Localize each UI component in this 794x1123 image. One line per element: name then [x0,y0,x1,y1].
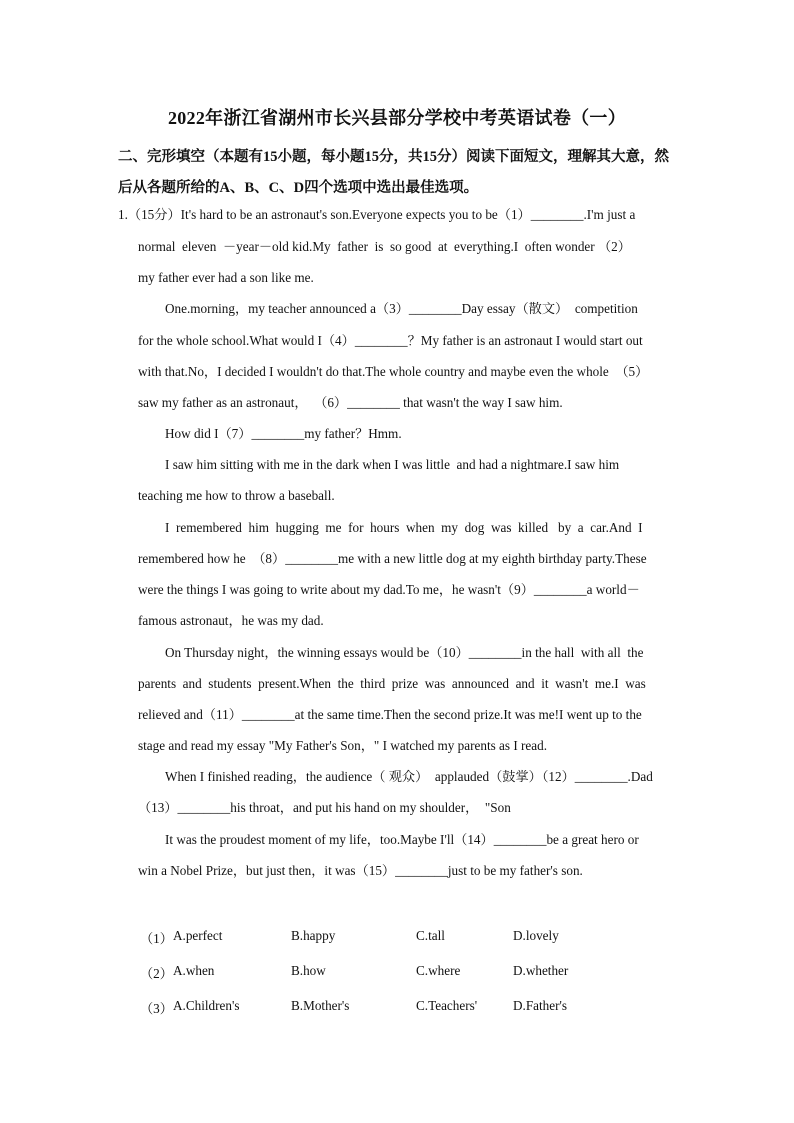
option-choice-b: B.happy [291,928,336,943]
page-title: 2022年浙江省湖州市长兴县部分学校中考英语试卷（一） [167,108,627,128]
passage-line: How did I（7）________my father？Hmm. [165,426,402,441]
option-number: （1） [140,931,173,946]
option-choice-a: A.Children's [173,998,240,1013]
passage-line: （13）________his throat，and put his hand on my shoulder， "Son [138,800,511,815]
option-choice-a: A.perfect [173,928,223,943]
passage-line: saw my father as an astronaut， （6）________ that wasn't the way I saw him. [138,395,563,410]
option-number: （3） [140,1001,173,1016]
passage-line: When I finished reading，the audience（ 观众） applauded（鼓掌）（12）________.Dad [165,769,653,784]
option-choice-c: C.tall [416,928,445,943]
passage-line: remembered how he （8）________me with a new little dog at my eighth birthday party.These [138,551,647,566]
passage-line: It was the proudest moment of my life，too.Maybe I'll（14）________be a great hero or [165,832,639,847]
section-heading: 二、完形填空（本题有15小题，每小题15分，共15分）阅读下面短文，理解其大意，然后从各题所给的A、B、C、D四个选项中选出最佳选项。 [118,149,669,196]
passage-line: normal eleven －year－old kid.My father is so good at everything.I often wonder （2） [138,239,631,254]
passage-line: win a Nobel Prize，but just then，it was（15）________just to be my father's son. [138,863,583,878]
passage-line: stage and read my essay "My Father's Son，" I watched my parents as I read. [138,738,548,753]
passage-line: with that.No，I decided I wouldn't do that.The whole country and maybe even the whole （5） [138,364,649,379]
option-choice-b: B.Mother's [291,998,350,1013]
option-choice-c: C.where [416,963,461,978]
passage-line: One.morning，my teacher announced a（3）________Day essay（散文） competition [165,301,638,316]
passage-line: famous astronaut，he was my dad. [138,613,324,628]
passage-line: 1.（15分）It's hard to be an astronaut's son.Everyone expects you to be（1）________.I'm just a [118,207,636,222]
option-choice-d: D.lovely [513,928,559,943]
option-choice-d: D.whether [513,963,569,978]
passage-line: for the whole school.What would I（4）________？My father is an astronaut I would start out [138,333,643,348]
passage-line: relieved and（11）________at the same time.Then the second prize.It was me!I went up to the [138,707,642,722]
passage-line: parents and students present.When the third prize was announced and it wasn't me.I was [138,676,646,691]
passage-line: I saw him sitting with me in the dark when I was little and had a nightmare.I saw him [165,457,620,472]
option-choice-c: C.Teachers' [416,998,478,1013]
passage-line: On Thursday night，the winning essays would be（10）________in the hall with all the [165,645,644,660]
passage-line: I remembered him hugging me for hours when my dog was killed by a car.And I [165,520,643,535]
passage-line: were the things I was going to write about my dad.To me，he wasn't（9）________a world－ [138,582,640,597]
option-number: （2） [140,966,173,981]
option-choice-d: D.Father's [513,998,568,1013]
passage-line: teaching me how to throw a baseball. [138,488,335,503]
option-choice-b: B.how [291,963,326,978]
passage-line: my father ever had a son like me. [138,270,314,285]
option-choice-a: A.when [173,963,215,978]
